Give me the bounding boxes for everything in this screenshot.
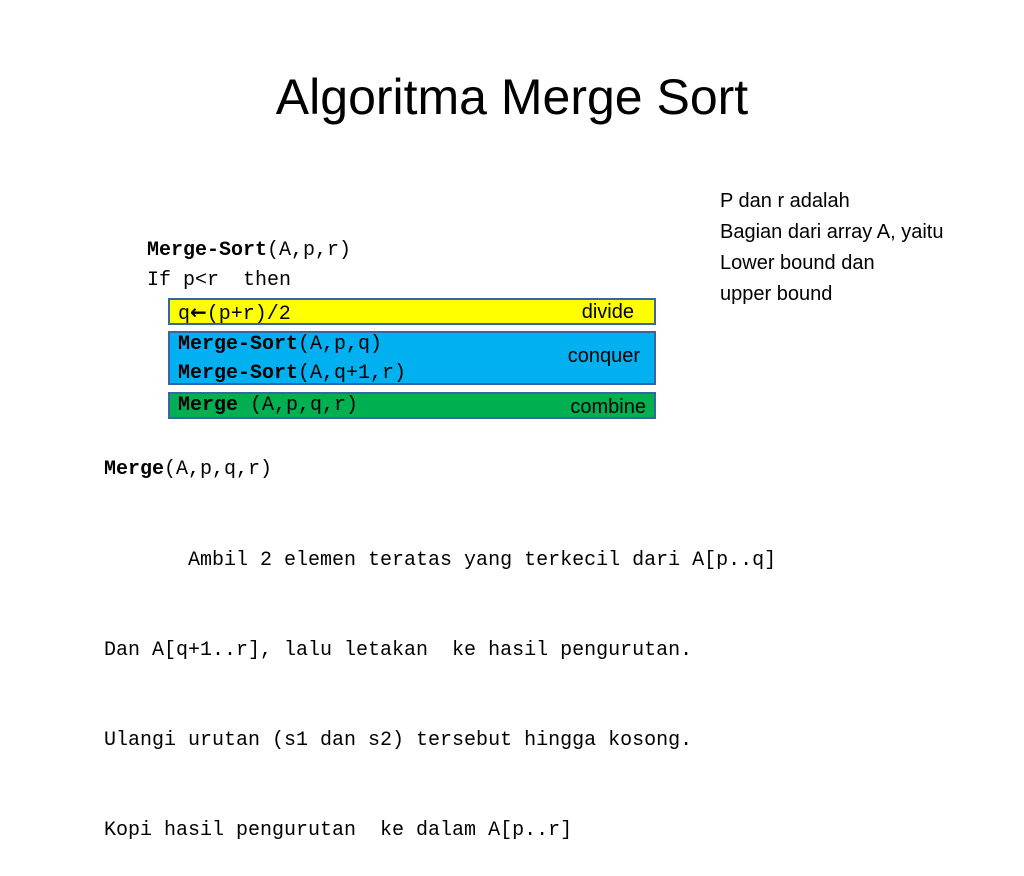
conquer-step-box — [168, 331, 656, 385]
note-line: upper bound — [720, 283, 833, 305]
combine-code — [178, 391, 358, 421]
merge-description-line: Kopi hasil pengurutan ke dalam A[p..r] — [104, 819, 573, 842]
combine-call-args: (A,p,q,r) — [238, 394, 359, 417]
bounds-note — [720, 186, 943, 310]
divide-code — [178, 297, 291, 330]
merge-description-line: Dan A[q+1..r], lalu letakan ke hasil pengurutan. — [104, 639, 693, 662]
merge-description — [104, 486, 776, 876]
signature-name: Merge-Sort — [147, 239, 268, 262]
combine-call-name: Merge — [178, 394, 239, 417]
conquer-label: conquer — [567, 345, 640, 367]
divide-var: q — [178, 303, 191, 326]
signature-args: (A,p,r) — [267, 239, 352, 262]
merge-description-line: Ulangi urutan (s1 dan s2) tersebut hingga kosong. — [104, 729, 693, 752]
merge-signature — [104, 455, 272, 485]
divide-label: divide — [581, 301, 634, 323]
merge-description-line: Ambil 2 elemen teratas yang terkecil dari A[p..q] — [104, 549, 777, 572]
divide-step-box — [168, 298, 656, 325]
combine-label: combine — [570, 396, 646, 418]
merge-sort-signature — [147, 236, 351, 266]
conquer-call-2-name: Merge-Sort — [178, 362, 299, 385]
merge-signature-name: Merge — [104, 458, 165, 481]
note-line: Bagian dari array A, yaitu — [720, 221, 944, 243]
conquer-call-1-name: Merge-Sort — [178, 333, 299, 356]
conquer-code-line-1 — [178, 330, 382, 360]
conquer-code-line-2 — [178, 359, 406, 389]
slide-title: Algoritma Merge Sort — [275, 69, 749, 125]
divide-expr: (p+r)/2 — [206, 303, 291, 326]
note-line: Lower bound dan — [720, 252, 875, 274]
note-line: P dan r adalah — [720, 190, 850, 212]
combine-step-box — [168, 392, 656, 419]
conquer-call-1-args: (A,p,q) — [298, 333, 383, 356]
if-condition-line: If p<r then — [147, 269, 292, 292]
merge-signature-args: (A,p,q,r) — [164, 458, 273, 481]
left-arrow-icon: ← — [190, 300, 207, 324]
conquer-call-2-args: (A,q+1,r) — [298, 362, 407, 385]
